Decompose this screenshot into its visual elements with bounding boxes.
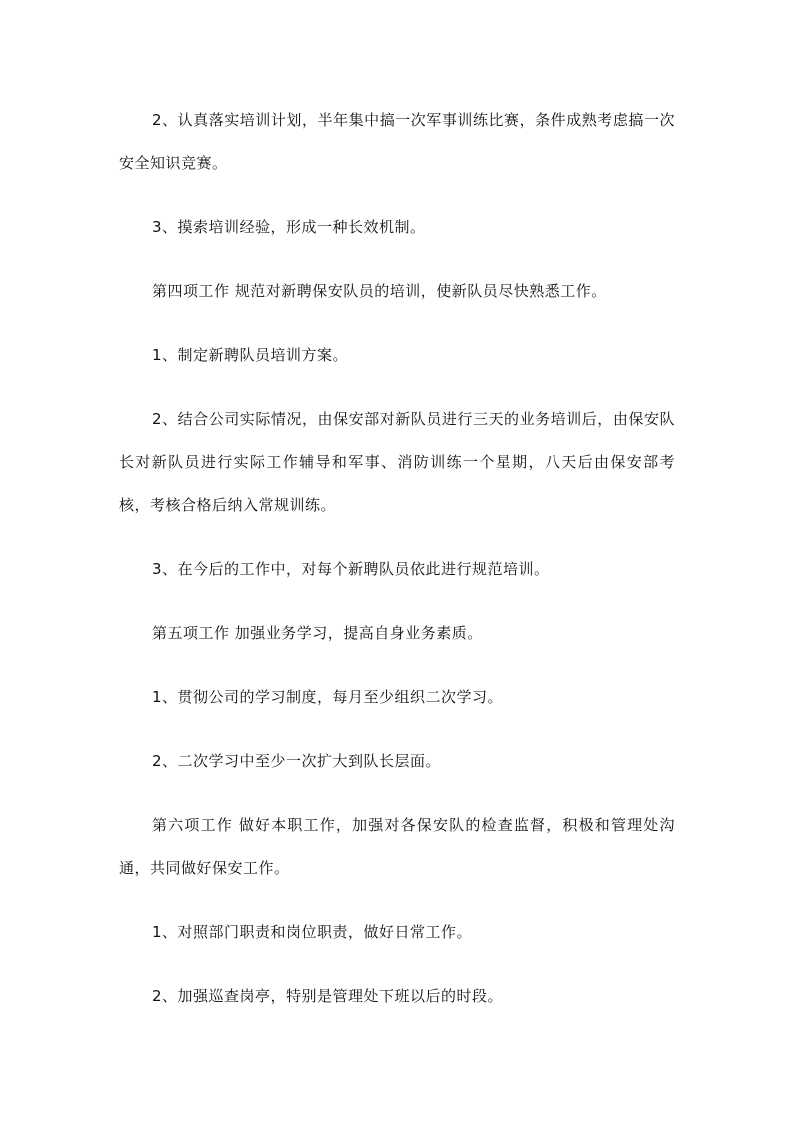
paragraph: 2、结合公司实际情况，由保安部对新队员进行三天的业务培训后，由保安队长对新队员进行实际工作辅导和军事、消防训练一个星期，八天后由保安部考核，考核合格后纳入常规训练。 bbox=[119, 410, 675, 514]
section-heading: 第四项工作 规范对新聘保安队员的培训，使新队员尽快熟悉工作。 bbox=[152, 282, 607, 300]
document-body bbox=[119, 99, 675, 1039]
paragraph: 1、贯彻公司的学习制度，每月至少组织二次学习。 bbox=[152, 688, 504, 706]
paragraph: 2、认真落实培训计划，半年集中搞一次军事训练比赛，条件成熟考虑搞一次安全知识竞赛。 bbox=[119, 111, 675, 172]
paragraph: 1、对照部门职责和岗位职责，做好日常工作。 bbox=[152, 923, 473, 941]
paragraph: 1、制定新聘队员培训方案。 bbox=[152, 346, 349, 364]
paragraph: 3、摸索培训经验，形成一种长效机制。 bbox=[152, 218, 426, 236]
section-heading: 第六项工作 做好本职工作，加强对各保安队的检查监督，积极和管理处沟通，共同做好保安工作。 bbox=[119, 816, 675, 877]
section-heading: 第五项工作 加强业务学习，提高自身业务素质。 bbox=[152, 624, 483, 642]
paragraph: 2、二次学习中至少一次扩大到队长层面。 bbox=[152, 752, 442, 770]
paragraph: 3、在今后的工作中，对每个新聘队员依此进行规范培训。 bbox=[152, 560, 550, 578]
paragraph: 2、加强巡查岗亭，特别是管理处下班以后的时段。 bbox=[152, 987, 504, 1005]
